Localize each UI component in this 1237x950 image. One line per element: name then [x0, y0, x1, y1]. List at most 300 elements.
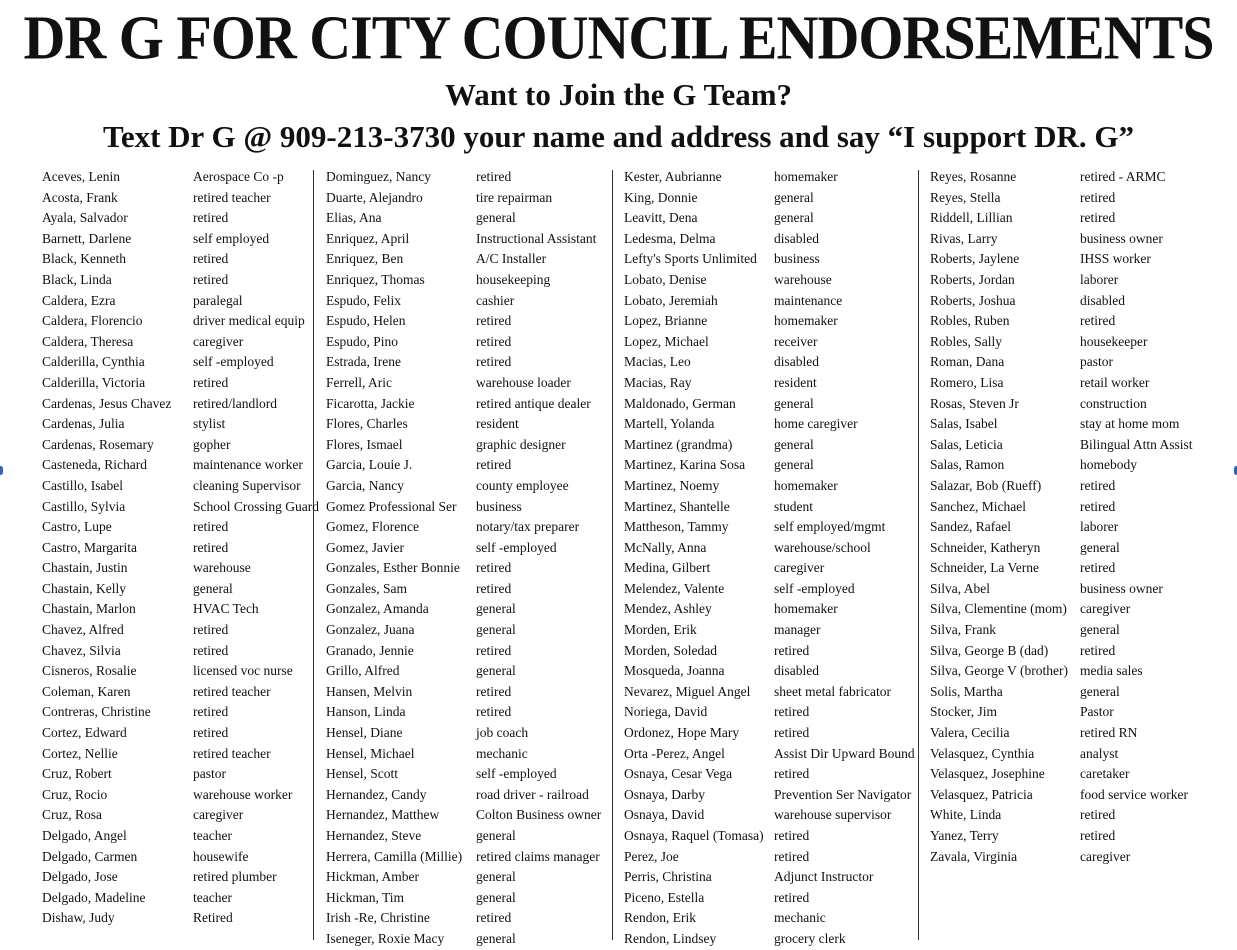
endorser-name: Salas, Leticia	[930, 436, 1003, 452]
endorser-occupation: retired	[774, 889, 810, 905]
endorsement-row	[624, 167, 916, 188]
endorser-name: Enriquez, Ben	[326, 251, 404, 267]
endorsement-row	[326, 826, 610, 847]
endorser-name: Delgado, Madeline	[42, 889, 146, 905]
endorsement-row	[930, 744, 1230, 765]
endorsement-row	[930, 579, 1230, 600]
endorsement-row	[326, 764, 610, 785]
endorser-name: Rendon, Erik	[624, 910, 696, 926]
endorser-name: Hensel, Michael	[326, 745, 415, 761]
endorser-occupation: caretaker	[1080, 766, 1130, 782]
column-divider	[612, 170, 613, 940]
endorsement-row	[624, 270, 916, 291]
endorser-name: Iseneger, Roxie Macy	[326, 930, 445, 946]
endorser-name: Yanez, Terry	[930, 828, 999, 843]
endorsement-row	[624, 435, 916, 456]
endorser-occupation: laborer	[1080, 519, 1119, 535]
endorsement-row	[930, 599, 1230, 620]
endorser-occupation: Pastor	[1080, 704, 1114, 720]
endorsement-row	[42, 867, 310, 888]
endorser-occupation: gopher	[193, 436, 231, 452]
endorser-name: Lefty's Sports Unlimited	[624, 251, 757, 267]
endorsement-row	[624, 352, 916, 373]
endorser-name: Gonzalez, Amanda	[326, 601, 429, 617]
endorser-name: Ledesma, Delma	[624, 230, 716, 246]
endorser-occupation: Retired	[193, 910, 233, 926]
endorser-name: Osnaya, David	[624, 807, 705, 823]
endorser-name: Garcia, Louie J.	[326, 457, 413, 473]
endorser-name: Hansen, Melvin	[326, 683, 413, 699]
endorsement-row	[42, 414, 310, 435]
endorser-occupation: cleaning Supervisor	[193, 477, 301, 493]
endorser-name: Hensel, Diane	[326, 725, 403, 741]
endorser-name: Roberts, Jordan	[930, 271, 1015, 287]
endorser-occupation: retired antique dealer	[476, 395, 591, 411]
endorser-name: Rosas, Steven Jr	[930, 395, 1019, 411]
endorsement-row	[326, 599, 610, 620]
endorser-occupation: retired RN	[1080, 725, 1138, 741]
endorser-name: Medina, Gilbert	[624, 560, 711, 576]
endorsement-row	[930, 764, 1230, 785]
endorser-occupation: retired teacher	[193, 745, 271, 761]
endorsement-row	[42, 702, 310, 723]
endorsement-row	[930, 291, 1230, 312]
endorser-name: Sandez, Rafael	[930, 519, 1011, 535]
endorser-name: Gomez, Javier	[326, 539, 404, 555]
endorsement-row	[42, 373, 310, 394]
endorser-name: Melendez, Valente	[624, 580, 725, 596]
endorser-name: Espudo, Felix	[326, 292, 402, 308]
endorsement-row	[624, 311, 916, 332]
endorsement-row	[930, 805, 1230, 826]
endorser-name: Acosta, Frank	[42, 189, 118, 205]
endorsement-row	[326, 538, 610, 559]
endorsement-row	[624, 332, 916, 353]
endorser-occupation: retired	[193, 519, 229, 535]
endorser-name: Noriega, David	[624, 704, 708, 720]
endorsement-row	[326, 188, 610, 209]
endorser-occupation: grocery clerk	[774, 930, 846, 946]
endorser-occupation: retired	[1080, 313, 1116, 329]
endorser-occupation: Assist Dir Upward Bound	[774, 745, 915, 761]
endorser-occupation: self employed/mgmt	[774, 519, 886, 535]
endorser-occupation: tire repairman	[476, 189, 553, 205]
endorsement-row	[930, 702, 1230, 723]
endorsement-row	[930, 847, 1230, 868]
endorser-occupation: retired	[774, 704, 810, 720]
endorsement-row	[42, 311, 310, 332]
endorser-name: Cruz, Robert	[42, 766, 112, 782]
endorser-name: Martinez (grandma)	[624, 436, 733, 452]
endorsement-row	[42, 538, 310, 559]
endorser-name: Hickman, Tim	[326, 889, 405, 905]
endorser-occupation: general	[476, 663, 516, 679]
endorsement-row	[42, 455, 310, 476]
endorsement-row	[624, 785, 916, 806]
endorser-name: Osnaya, Cesar Vega	[624, 766, 733, 782]
endorser-name: Caldera, Theresa	[42, 333, 134, 349]
endorser-occupation: general	[1080, 539, 1120, 555]
column-divider	[918, 170, 919, 940]
endorser-name: Mattheson, Tammy	[624, 519, 729, 535]
endorsement-row	[624, 702, 916, 723]
endorser-occupation: retired	[476, 354, 512, 370]
endorsement-row	[326, 208, 610, 229]
endorser-occupation: homemaker	[774, 313, 838, 329]
endorsement-row	[326, 929, 610, 950]
endorser-name: Garcia, Nancy	[326, 477, 404, 493]
endorser-occupation: retired	[193, 642, 229, 658]
endorsement-row	[42, 291, 310, 312]
endorser-name: Roberts, Jaylene	[930, 251, 1020, 267]
endorsement-row	[624, 599, 916, 620]
endorser-occupation: resident	[476, 416, 519, 432]
endorser-name: Silva, Frank	[930, 622, 996, 638]
endorsement-row	[326, 867, 610, 888]
endorser-occupation: Adjunct Instructor	[774, 869, 874, 885]
endorser-occupation: caregiver	[1080, 601, 1131, 617]
endorser-name: Silva, George V (brother)	[930, 663, 1068, 679]
endorsement-row	[326, 435, 610, 456]
endorsement-row	[42, 558, 310, 579]
endorser-occupation: warehouse supervisor	[774, 807, 892, 823]
endorsement-row	[42, 352, 310, 373]
endorser-occupation: housekeeper	[1080, 333, 1148, 349]
endorser-occupation: driver medical equip	[193, 313, 305, 329]
endorser-name: Gomez Professional Ser	[326, 498, 457, 514]
endorser-name: Gonzales, Sam	[326, 580, 407, 596]
endorsement-row	[42, 394, 310, 415]
endorsement-row	[930, 373, 1230, 394]
endorser-occupation: caregiver	[193, 333, 244, 349]
endorser-occupation: general	[774, 210, 814, 226]
endorser-name: Salas, Ramon	[930, 457, 1005, 473]
endorsement-row	[42, 188, 310, 209]
endorser-occupation: graphic designer	[476, 436, 566, 452]
endorser-occupation: Colton Business owner	[476, 807, 602, 823]
endorser-occupation: teacher	[193, 828, 232, 843]
endorsement-row	[930, 435, 1230, 456]
endorser-occupation: disabled	[774, 230, 819, 246]
endorser-occupation: mechanic	[476, 745, 528, 761]
endorsement-row	[624, 723, 916, 744]
endorser-occupation: retired	[476, 333, 512, 349]
endorser-name: Dominguez, Nancy	[326, 169, 431, 184]
endorsement-row	[326, 167, 610, 188]
endorser-occupation: stylist	[193, 416, 226, 432]
endorser-occupation: retired teacher	[193, 683, 271, 699]
endorsement-row	[326, 455, 610, 476]
endorser-name: Perez, Joe	[624, 848, 679, 864]
endorsement-row	[930, 188, 1230, 209]
endorsement-row	[624, 826, 916, 847]
endorser-name: Gomez, Florence	[326, 519, 419, 535]
endorser-occupation: media sales	[1080, 663, 1143, 679]
endorser-name: Cardenas, Jesus Chavez	[42, 395, 172, 411]
endorser-name: Flores, Ismael	[326, 436, 403, 452]
endorser-name: Salazar, Bob (Rueff)	[930, 477, 1042, 493]
endorser-name: Contreras, Christine	[42, 704, 151, 720]
endorser-name: Hickman, Amber	[326, 869, 419, 885]
endorsement-row	[42, 497, 319, 518]
endorser-occupation: retired	[193, 622, 229, 638]
endorsement-column-4	[930, 167, 1230, 867]
endorser-name: Schneider, Katheryn	[930, 539, 1041, 555]
endorser-name: Silva, George B (dad)	[930, 642, 1049, 658]
endorser-occupation: cashier	[476, 292, 515, 308]
endorser-occupation: retired	[774, 848, 810, 864]
endorser-name: Silva, Abel	[930, 580, 990, 596]
endorsement-row	[624, 476, 916, 497]
endorsement-row	[930, 208, 1230, 229]
endorser-occupation: retired	[476, 683, 512, 699]
endorser-name: Granado, Jennie	[326, 642, 414, 658]
endorser-occupation: analyst	[1080, 745, 1119, 761]
endorsement-row	[930, 270, 1230, 291]
endorser-occupation: food service worker	[1080, 786, 1188, 802]
endorser-occupation: warehouse/school	[774, 539, 871, 555]
endorsement-row	[42, 908, 310, 929]
endorsement-row	[624, 847, 916, 868]
endorsement-row	[930, 641, 1230, 662]
endorser-occupation: stay at home mom	[1080, 416, 1180, 432]
endorsement-row	[42, 599, 310, 620]
endorser-name: Robles, Ruben	[930, 313, 1010, 329]
contact-instruction: Text Dr G @ 909-213-3730 your name and address and say “I support DR. G”	[102, 119, 1135, 154]
endorser-occupation: A/C Installer	[476, 251, 547, 267]
endorsement-row	[624, 394, 916, 415]
endorser-occupation: retired	[476, 457, 512, 473]
endorser-name: Hensel, Scott	[326, 766, 398, 782]
endorser-name: Grillo, Alfred	[326, 663, 400, 679]
endorser-occupation: pastor	[1080, 354, 1113, 370]
endorsement-row	[624, 208, 916, 229]
endorser-name: Cortez, Edward	[42, 725, 127, 741]
endorser-occupation: Aerospace Co -p	[193, 169, 284, 184]
endorser-occupation: retired - ARMC	[1080, 169, 1166, 184]
endorser-occupation: homebody	[1080, 457, 1137, 473]
endorser-occupation: retired	[1080, 189, 1116, 205]
endorser-name: Salas, Isabel	[930, 416, 998, 432]
endorser-name: Velasquez, Josephine	[930, 766, 1045, 782]
endorser-name: Riddell, Lillian	[930, 210, 1013, 226]
endorser-name: Cruz, Rocio	[42, 786, 108, 802]
endorsement-row	[930, 620, 1230, 641]
endorsement-row	[326, 249, 610, 270]
endorsement-row	[624, 373, 916, 394]
endorser-occupation: retired	[1080, 477, 1116, 493]
endorser-occupation: retired	[193, 704, 229, 720]
endorser-name: Castro, Lupe	[42, 519, 112, 535]
endorsement-row	[930, 661, 1230, 682]
endorsement-row	[42, 661, 310, 682]
endorsement-row	[930, 497, 1230, 518]
endorsement-row	[624, 620, 916, 641]
endorsement-row	[326, 352, 610, 373]
endorsement-row	[624, 538, 916, 559]
endorsement-row	[42, 579, 310, 600]
endorsement-row	[624, 558, 916, 579]
endorser-name: Espudo, Pino	[326, 333, 399, 349]
endorsement-row	[624, 682, 916, 703]
endorser-name: Hernandez, Candy	[326, 786, 427, 802]
endorser-occupation: retired	[193, 251, 229, 267]
endorser-name: Rivas, Larry	[930, 230, 998, 246]
endorser-name: Nevarez, Miguel Angel	[624, 683, 751, 699]
endorser-occupation: retired	[476, 642, 512, 658]
endorser-occupation: county employee	[476, 477, 569, 493]
endorser-occupation: homemaker	[774, 169, 838, 184]
endorser-name: Martinez, Shantelle	[624, 498, 730, 514]
endorser-occupation: School Crossing Guard	[193, 498, 319, 514]
endorser-occupation: retired	[476, 910, 512, 926]
endorsement-row	[42, 805, 310, 826]
endorser-occupation: general	[1080, 622, 1120, 638]
endorsement-row	[624, 661, 916, 682]
endorser-name: Reyes, Rosanne	[930, 169, 1017, 184]
endorser-name: Elias, Ana	[326, 210, 382, 226]
endorsement-row	[326, 579, 610, 600]
endorsement-row	[326, 229, 610, 250]
endorsement-row	[930, 723, 1230, 744]
endorser-occupation: housekeeping	[476, 271, 551, 287]
endorser-occupation: retired	[774, 766, 810, 782]
endorser-occupation: maintenance	[774, 292, 843, 308]
endorsement-row	[42, 847, 310, 868]
endorser-occupation: Bilingual Attn Assist	[1080, 436, 1193, 452]
endorser-name: Macias, Ray	[624, 374, 692, 390]
endorsement-column-1	[42, 167, 319, 929]
endorsement-row	[930, 476, 1230, 497]
endorser-occupation: retired	[476, 580, 512, 596]
endorser-occupation: housewife	[193, 848, 249, 864]
endorser-occupation: general	[476, 210, 516, 226]
endorser-name: King, Donnie	[624, 189, 698, 205]
endorser-occupation: Instructional Assistant	[476, 230, 597, 246]
endorser-occupation: retired	[476, 704, 512, 720]
endorser-occupation: resident	[774, 374, 817, 390]
endorser-occupation: business owner	[1080, 230, 1163, 246]
endorser-name: Delgado, Carmen	[42, 848, 138, 864]
endorsement-row	[42, 723, 310, 744]
endorser-occupation: student	[774, 498, 813, 514]
endorser-occupation: self employed	[193, 230, 270, 246]
endorser-name: Enriquez, April	[326, 230, 410, 246]
endorsement-row	[624, 929, 916, 950]
endorsement-row	[326, 394, 610, 415]
endorsement-row	[624, 455, 916, 476]
endorser-occupation: Prevention Ser Navigator	[774, 786, 912, 802]
endorsement-row	[624, 579, 916, 600]
endorser-occupation: mechanic	[774, 910, 826, 926]
endorsement-row	[42, 620, 310, 641]
endorsement-row	[326, 888, 610, 909]
endorser-occupation: retired	[193, 725, 229, 741]
endorser-occupation: retired	[1080, 828, 1116, 843]
endorsement-row	[42, 641, 310, 662]
endorser-name: Duarte, Alejandro	[326, 189, 423, 205]
endorser-name: Reyes, Stella	[930, 189, 1001, 205]
endorser-name: Cardenas, Julia	[42, 416, 125, 432]
endorsement-row	[930, 311, 1230, 332]
endorser-name: Chavez, Silvia	[42, 642, 121, 658]
endorser-name: Caldera, Ezra	[42, 292, 116, 308]
page-subtitle: Want to Join the G Team?	[444, 77, 793, 112]
endorser-occupation: sheet metal fabricator	[774, 683, 891, 699]
endorser-occupation: homemaker	[774, 477, 838, 493]
endorser-occupation: retired	[1080, 642, 1116, 658]
endorser-name: Morden, Erik	[624, 622, 697, 638]
endorsement-row	[930, 332, 1230, 353]
endorsement-row	[624, 229, 916, 250]
endorser-name: Black, Linda	[42, 271, 112, 287]
endorser-name: Roman, Dana	[930, 354, 1005, 370]
endorser-name: Martinez, Noemy	[624, 477, 720, 493]
endorser-occupation: self -employed	[193, 354, 274, 370]
endorsement-row	[326, 414, 610, 435]
endorser-name: Gonzalez, Juana	[326, 622, 415, 638]
endorsement-column-3	[624, 167, 916, 950]
endorser-occupation: self -employed	[476, 539, 557, 555]
endorsement-row	[326, 373, 610, 394]
endorser-name: Coleman, Karen	[42, 683, 131, 699]
endorser-name: Zavala, Virginia	[930, 848, 1018, 864]
endorsement-row	[624, 744, 916, 765]
endorser-occupation: homemaker	[774, 601, 838, 617]
endorser-name: Castillo, Sylvia	[42, 498, 126, 514]
endorsement-row	[326, 558, 610, 579]
endorser-occupation: IHSS worker	[1080, 251, 1151, 267]
endorsement-row	[42, 517, 310, 538]
endorsement-row	[624, 805, 916, 826]
endorser-name: Cardenas, Rosemary	[42, 436, 154, 452]
endorser-name: Velasquez, Patricia	[930, 786, 1033, 802]
endorser-occupation: pastor	[193, 766, 226, 782]
endorser-name: Lobato, Jeremiah	[624, 292, 718, 308]
endorser-name: Romero, Lisa	[930, 374, 1004, 390]
endorsement-row	[42, 208, 310, 229]
endorser-occupation: notary/tax preparer	[476, 519, 580, 535]
endorsement-row	[326, 682, 610, 703]
endorsement-row	[326, 311, 610, 332]
endorsement-row	[930, 682, 1230, 703]
endorser-occupation: general	[774, 395, 814, 411]
endorsement-row	[42, 249, 310, 270]
endorser-occupation: disabled	[1080, 292, 1125, 308]
endorser-occupation: retail worker	[1080, 374, 1150, 390]
endorser-name: Calderilla, Cynthia	[42, 354, 145, 370]
endorsement-row	[930, 249, 1230, 270]
endorser-name: Lopez, Michael	[624, 333, 709, 349]
endorser-name: Dishaw, Judy	[42, 910, 115, 926]
endorsement-row	[624, 867, 916, 888]
endorser-name: Gonzales, Esther Bonnie	[326, 560, 460, 576]
endorsement-row	[930, 558, 1230, 579]
endorser-name: Chastain, Marlon	[42, 601, 136, 617]
endorser-name: Irish -Re, Christine	[326, 910, 430, 926]
endorser-occupation: general	[774, 189, 814, 205]
endorsement-row	[326, 476, 610, 497]
endorser-name: Delgado, Jose	[42, 869, 118, 885]
endorsement-row	[930, 414, 1230, 435]
endorsement-row	[930, 167, 1230, 188]
endorser-occupation: retired	[1080, 807, 1116, 823]
endorser-name: Ordonez, Hope Mary	[624, 725, 740, 741]
endorser-name: Rendon, Lindsey	[624, 930, 717, 946]
endorser-name: McNally, Anna	[624, 539, 707, 555]
endorser-occupation: retired	[476, 313, 512, 329]
endorser-name: Estrada, Irene	[326, 354, 401, 370]
